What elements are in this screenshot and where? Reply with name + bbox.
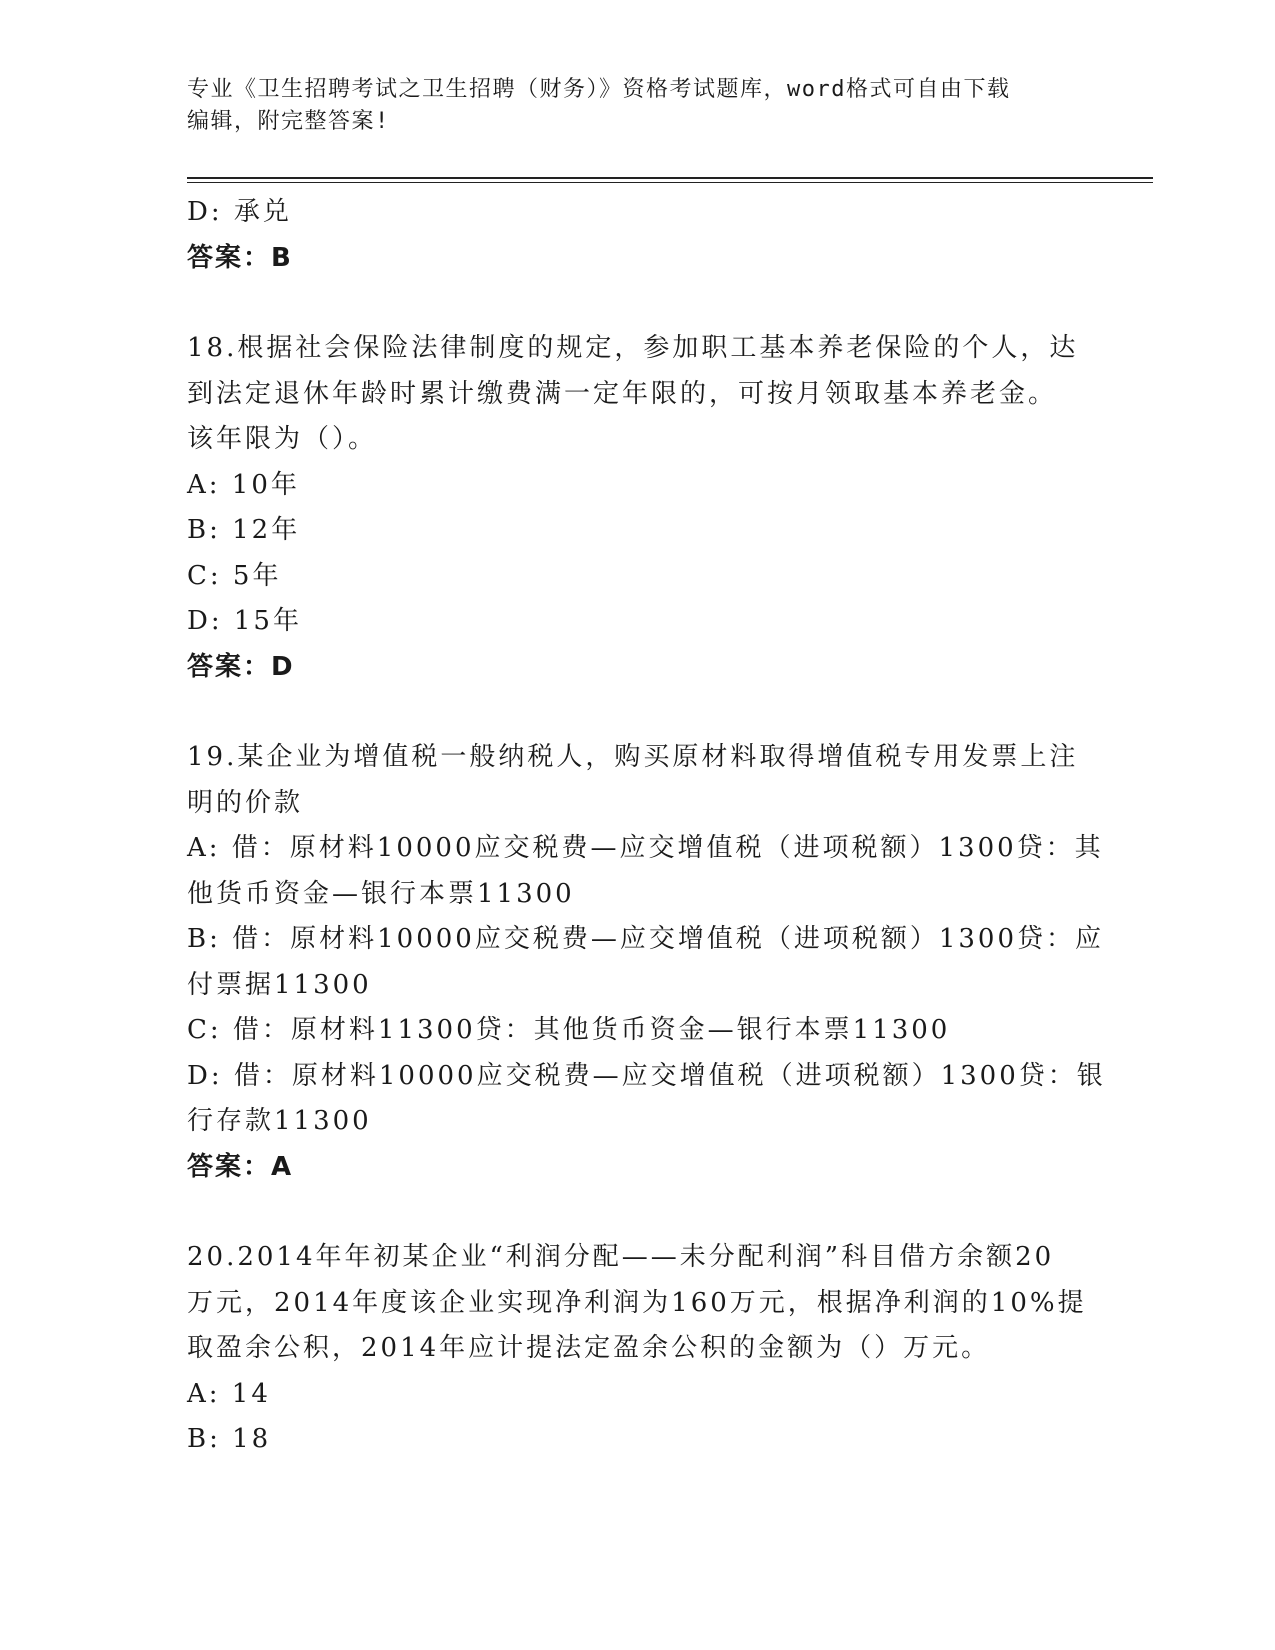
option-c: C: 5年 xyxy=(187,560,282,591)
option-d: D: 借：原材料10000应交税费—应交增值税（进项税额）1300贷：银 xyxy=(187,1060,1106,1091)
document-header xyxy=(187,74,1077,138)
question-list xyxy=(187,190,1106,1463)
option-c: C: 借：原材料11300贷：其他货币资金—银行本票11300 xyxy=(187,1015,951,1045)
answer-label: 答案：B xyxy=(187,242,293,273)
option-d: 行存款11300 xyxy=(187,1106,372,1136)
header-line-1: 专业《卫生招聘考试之卫生招聘（财务）》资格考试题库，word格式可自由下载 xyxy=(187,77,1011,102)
question-stem: 取盈余公积，2014年应计提法定盈余公积的金额为（）万元。 xyxy=(187,1333,991,1363)
option-a: 他货币资金—银行本票11300 xyxy=(187,878,575,909)
question-stem: 明的价款 xyxy=(187,787,304,818)
answer-label: 答案：A xyxy=(187,1151,294,1182)
option-d: D: 15年 xyxy=(187,606,302,636)
spacer xyxy=(187,690,1087,735)
question-18 xyxy=(187,326,1087,690)
header-line-2: 编辑，附完整答案! xyxy=(187,109,390,134)
option-b: B: 12年 xyxy=(187,515,301,545)
question-stem: 19.某企业为增值税一般纳税人，购买原材料取得增值税专用发票上注 xyxy=(187,742,1079,772)
spacer xyxy=(187,1190,1087,1235)
option-b: B: 18 xyxy=(187,1424,272,1454)
option-b: B: 借：原材料10000应交税费—应交增值税（进项税额）1300贷：应 xyxy=(187,924,1105,954)
question-20 xyxy=(187,1235,1087,1463)
question-stem: 万元，2014年度该企业实现净利润为160万元，根据净利润的10%提 xyxy=(187,1287,1087,1318)
question-stem: 到法定退休年龄时累计缴费满一定年限的，可按月领取基本养老金。 xyxy=(187,378,1058,409)
option-a: A: 14 xyxy=(187,1378,271,1409)
question-stem: 20.2014年年初某企业“利润分配——未分配利润”科目借方余额20 xyxy=(187,1242,1055,1272)
option-d: D: 承兑 xyxy=(187,197,292,227)
option-a: A: 借：原材料10000应交税费—应交增值税（进项税额）1300贷：其 xyxy=(187,833,1104,863)
option-a: A: 10年 xyxy=(187,469,300,500)
spacer xyxy=(187,281,1087,326)
question-stem: 该年限为（）。 xyxy=(187,424,378,454)
header-divider-thin xyxy=(187,182,1153,183)
question-stem: 18.根据社会保险法律制度的规定，参加职工基本养老保险的个人，达 xyxy=(187,333,1079,363)
question-17 xyxy=(187,190,1087,281)
option-b: 付票据11300 xyxy=(187,969,372,1000)
answer-label: 答案：D xyxy=(187,651,295,682)
question-19 xyxy=(187,735,1106,1190)
header-divider-thick xyxy=(187,177,1153,179)
